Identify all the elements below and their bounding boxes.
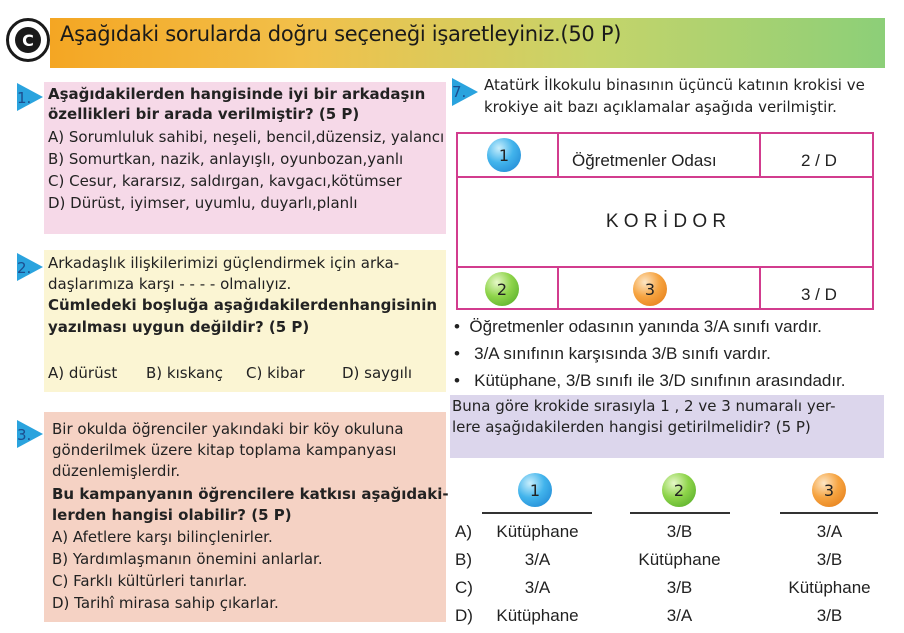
answer-cell: Kütüphane [638, 550, 721, 569]
question-3-intro-line: Bir okulda öğrenciler yakındaki bir köy okuluna [52, 420, 404, 438]
answer-letter: A) [455, 522, 472, 541]
plan-room-3d: 3 / D [801, 285, 837, 304]
clue-item: • Kütüphane, 3/B sınıfı ile 3/D sınıfının arasındadır. [454, 371, 846, 390]
clue-text: Öğretmenler odasının yanında 3/A sınıfı vardır. [469, 317, 822, 336]
answer-cell: 3/A [666, 606, 693, 625]
question-1-stem-line: Aşağıdakilerden hangisinde iyi bir arkadaşın [48, 85, 426, 103]
answer-cell: 3/B [666, 522, 693, 541]
answer-header-underline [482, 512, 592, 514]
answer-header-underline [630, 512, 730, 514]
plan-room-2-marker: 2 [485, 272, 519, 306]
answer-cell: 3/B [816, 606, 843, 625]
question-7-stem-line: Buna göre krokide sırasıyla 1 , 2 ve 3 numaralı yer- [452, 397, 836, 415]
floor-plan [456, 132, 874, 310]
question-2-option-b[interactable]: B) kıskanç [146, 364, 223, 382]
plan-divider [557, 266, 559, 310]
question-2-intro-line: daşlarımıza karşı - - - - olmalıyız. [48, 275, 292, 293]
question-1-stem-line: özellikleri bir arada verilmiştir? (5 P) [48, 105, 360, 123]
clue-text: Kütüphane, 3/B sınıfı ile 3/D sınıfının arasındadır. [474, 371, 846, 390]
section-title: Aşağıdaki sorularda doğru seçeneği işaretleyiniz.(50 P) [60, 22, 622, 46]
answer-letter: D) [455, 606, 473, 625]
question-3-stem-line: lerden hangisi olabilir? (5 P) [52, 506, 292, 524]
answer-cell: 3/B [816, 550, 843, 569]
answer-cell: Kütüphane [496, 522, 579, 541]
answer-header-2: 2 [662, 473, 696, 507]
question-3-number: 3. [17, 426, 32, 444]
answer-cell: 3/B [666, 578, 693, 597]
question-2-option-d[interactable]: D) saygılı [342, 364, 413, 382]
answer-header-underline [780, 512, 878, 514]
question-2-option-c[interactable]: C) kibar [246, 364, 305, 382]
plan-divider [759, 266, 761, 310]
question-1-option-c[interactable]: C) Cesur, kararsız, saldırgan, kavgacı,kötümser [48, 172, 402, 190]
question-2-intro-line: Arkadaşlık ilişkilerimizi güçlendirmek için arka- [48, 254, 400, 272]
question-3-stem-line: Bu kampanyanın öğrencilere katkısı aşağıdaki- [52, 485, 449, 503]
plan-divider [458, 176, 872, 178]
question-7-intro-line: Atatürk İlkokulu binasının üçüncü katının krokisi ve [484, 76, 865, 94]
answer-cell: Kütüphane [496, 606, 579, 625]
plan-teachers-room: Öğretmenler Odası [572, 151, 717, 170]
plan-divider [759, 134, 761, 176]
plan-room-1-marker: 1 [487, 138, 521, 172]
answer-cell: 3/A [524, 578, 551, 597]
question-2-stem-line: Cümledeki boşluğa aşağıdakilerdenhangisinin [48, 296, 438, 314]
answer-header-1: 1 [518, 473, 552, 507]
answer-cell: 3/A [524, 550, 551, 569]
plan-room-3-marker: 3 [633, 272, 667, 306]
question-7-number: 7. [452, 83, 467, 101]
question-3-option-b[interactable]: B) Yardımlaşmanın önemini anlarlar. [52, 550, 323, 568]
question-3-option-a[interactable]: A) Afetlere karşı bilinçlenirler. [52, 528, 273, 546]
clue-text: 3/A sınıfının karşısında 3/B sınıfı vardır. [474, 344, 771, 363]
question-1-number: 1. [17, 89, 32, 107]
question-7-stem-line: lere aşağıdakilerden hangisi getirilmelidir? (5 P) [452, 418, 811, 436]
question-1-option-b[interactable]: B) Somurtkan, nazik, anlayışlı, oyunbozan,yanlı [48, 150, 404, 168]
question-3-intro-line: gönderilmek üzere kitap toplama kampanyası [52, 441, 397, 459]
answer-cell: Kütüphane [788, 578, 871, 597]
question-2-number: 2. [17, 259, 32, 277]
answer-letter: B) [455, 550, 472, 569]
plan-corridor: K O R İ D O R [605, 211, 727, 232]
clue-item: • 3/A sınıfının karşısında 3/B sınıfı vardır. [454, 344, 771, 363]
question-7-intro-line: krokiye ait bazı açıklamalar aşağıda verilmiştir. [484, 98, 837, 116]
question-1-option-a[interactable]: A) Sorumluluk sahibi, neşeli, bencil,düzensiz, yalancı [48, 128, 445, 146]
question-3-option-c[interactable]: C) Farklı kültürleri tanırlar. [52, 572, 248, 590]
answer-letter: C) [455, 578, 473, 597]
question-2-stem-line: yazılması uygun değildir? (5 P) [48, 318, 310, 336]
section-badge-letter: C [15, 27, 41, 53]
question-3-intro-line: düzenlemişlerdir. [52, 462, 181, 480]
plan-room-2d: 2 / D [801, 151, 837, 170]
section-badge [6, 18, 50, 62]
answer-header-3: 3 [812, 473, 846, 507]
question-2-option-a[interactable]: A) dürüst [48, 364, 118, 382]
clue-item: • Öğretmenler odasının yanında 3/A sınıfı vardır. [454, 317, 822, 336]
plan-divider [557, 134, 559, 176]
plan-divider [458, 266, 872, 268]
question-1-option-d[interactable]: D) Dürüst, iyimser, uyumlu, duyarlı,planlı [48, 194, 358, 212]
question-3-option-d[interactable]: D) Tarihî mirasa sahip çıkarlar. [52, 594, 279, 612]
answer-cell: 3/A [816, 522, 843, 541]
